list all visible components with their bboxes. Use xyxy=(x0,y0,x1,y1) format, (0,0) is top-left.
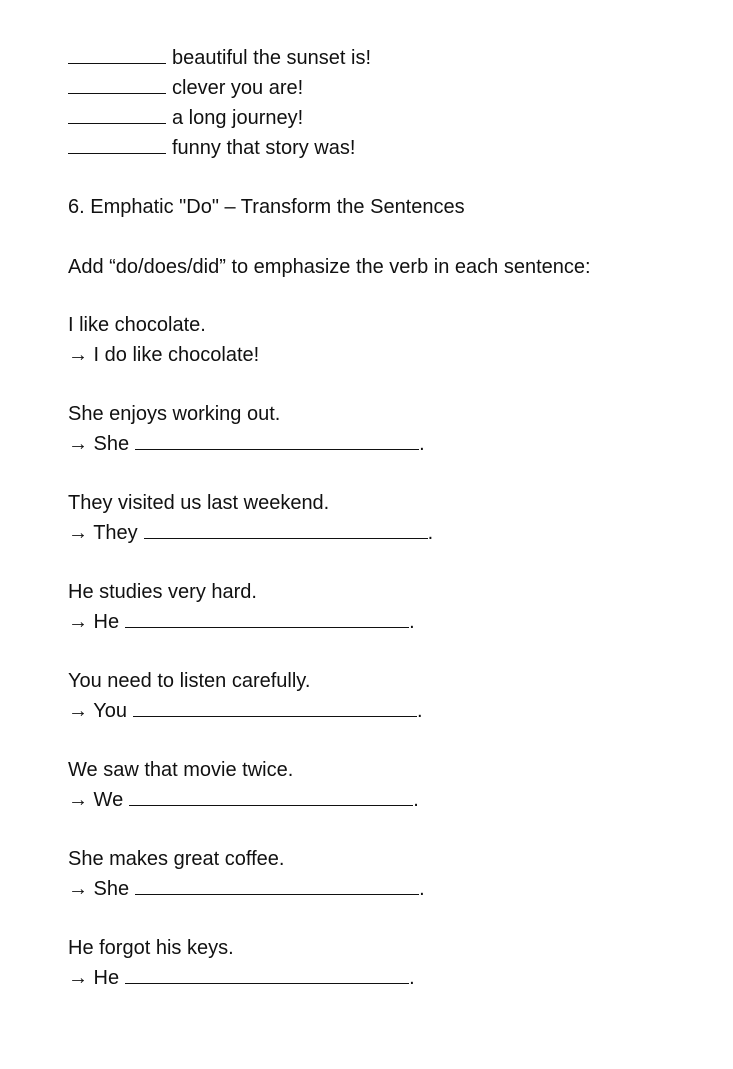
exercise-answer-line xyxy=(68,521,433,545)
exercise-prompt: → He xyxy=(68,611,120,633)
exercise-sentence: She enjoys working out. xyxy=(68,403,281,425)
exercise-end: . xyxy=(427,522,434,544)
exercise-end: . xyxy=(409,967,415,989)
exercise-sentence: They visited us last weekend. xyxy=(68,492,330,514)
answer-blank[interactable] xyxy=(125,967,409,984)
fill-in-blank[interactable] xyxy=(68,47,166,64)
answer-blank[interactable] xyxy=(135,878,419,895)
example-sentence: I like chocolate. xyxy=(68,314,206,336)
exercise-end: . xyxy=(419,433,425,455)
exercise-prompt: → She xyxy=(68,878,130,900)
exercise-sentence: He forgot his keys. xyxy=(68,937,234,959)
exercise-prompt: → He xyxy=(68,967,120,989)
exclamation-text: a long journey! xyxy=(172,107,304,129)
exercise-sentence: He studies very hard. xyxy=(68,581,257,603)
exercise-answer-line xyxy=(68,699,423,723)
exercise-prompt: → We xyxy=(68,789,124,811)
exercise-end: . xyxy=(413,789,419,811)
exclamation-text: funny that story was! xyxy=(172,137,356,159)
exercise-prompt: → She xyxy=(68,433,130,455)
answer-blank[interactable] xyxy=(144,522,428,539)
exclamation-text: clever you are! xyxy=(172,77,304,99)
fill-in-blank[interactable] xyxy=(68,107,166,124)
answer-blank[interactable] xyxy=(129,789,413,806)
fill-in-blank[interactable] xyxy=(68,77,166,94)
exclamation-text: beautiful the sunset is! xyxy=(172,47,372,69)
exercise-prompt: → You xyxy=(68,700,127,722)
exercise-sentence: You need to listen carefully. xyxy=(68,670,311,692)
exercise-end: . xyxy=(409,611,415,633)
answer-blank[interactable] xyxy=(135,433,419,450)
exclamation-item xyxy=(68,136,355,160)
answer-blank[interactable] xyxy=(133,700,417,717)
exercise-answer-line xyxy=(68,788,419,812)
fill-in-blank[interactable] xyxy=(68,137,166,154)
exercise-answer-line xyxy=(68,966,415,990)
exercise-answer-line xyxy=(68,610,415,634)
exclamation-item xyxy=(68,46,371,70)
exercise-prompt: → They xyxy=(68,522,138,544)
exercise-answer-line xyxy=(68,877,425,901)
exclamation-item xyxy=(68,106,303,130)
exercise-sentence: We saw that movie twice. xyxy=(68,759,294,781)
section-instruction: Add “do/does/did” to emphasize the verb in each sentence: xyxy=(68,256,591,278)
example-answer: → I do like chocolate! xyxy=(68,344,260,366)
section-heading: 6. Emphatic "Do" – Transform the Sentences xyxy=(68,196,465,218)
exercise-sentence: She makes great coffee. xyxy=(68,848,285,870)
exercise-end: . xyxy=(419,878,425,900)
answer-blank[interactable] xyxy=(125,611,409,628)
exclamation-item xyxy=(68,76,303,100)
exercise-answer-line xyxy=(68,432,425,456)
exercise-end: . xyxy=(416,700,423,722)
